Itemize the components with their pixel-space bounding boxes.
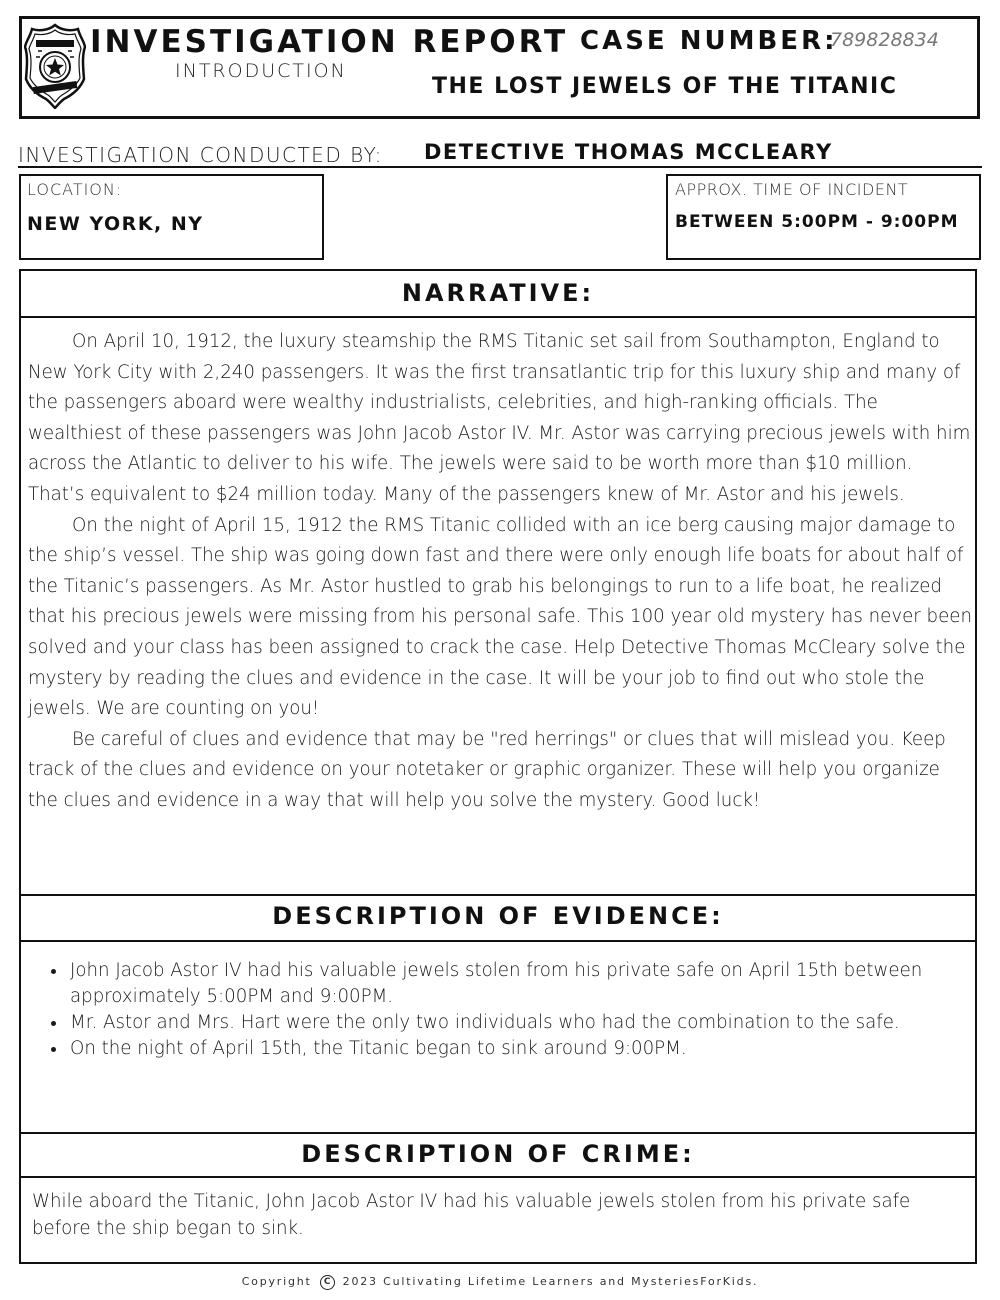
investigator-name: DETECTIVE THOMAS MCCLEARY	[424, 140, 833, 164]
evidence-list	[48, 958, 973, 1062]
narrative-paragraph: Be careful of clues and evidence that may be "red herrings" or clues that will mislead you. Keep track of the clues and evidence on your notetaker or graphic organizer. These will help you organize the clues and evidence in a way that will help you solve the mystery. Good luck!	[28, 728, 946, 811]
narrative-body	[28, 327, 972, 817]
evidence-item: • On the night of April 15th, the Titanic began to sink around 9:00PM.	[68, 1036, 973, 1062]
report-subtitle: INTRODUCTION	[175, 60, 347, 82]
incident-time-label: APPROX. TIME OF INCIDENT	[675, 180, 909, 199]
copyright-text: 2023 Cultivating Lifetime Learners and MysteriesForKids.	[342, 1275, 759, 1288]
evidence-heading: DESCRIPTION OF EVIDENCE:	[272, 902, 724, 930]
copyright-footer	[0, 1273, 1000, 1291]
incident-time-value: BETWEEN 5:00PM - 9:00PM	[675, 212, 959, 232]
narrative-heading: NARRATIVE:	[401, 279, 595, 307]
narrative-paragraph: On April 10, 1912, the luxury steamship the RMS Titanic set sail from Southampton, England to New York City with 2,240 passengers. It was the first transatlantic trip for this luxury ship and many of the passengers aboard were wealthy industrialists, celebrities, and high-ranking officials. The wealthiest of these passengers was John Jacob Astor IV. Mr. Astor was carrying precious jewels with him across the Atlantic to deliver to his wife. The jewels were said to be worth more than $10 million. That’s equivalent to $24 million today. Many of the passengers knew of Mr. Astor and his jewels.	[28, 331, 971, 505]
narrative-paragraph: On the night of April 15, 1912 the RMS Titanic collided with an ice berg causing major damage to the ship’s vessel. The ship was going down fast and there were only enough life boats for about half of the Titanic’s passengers. As Mr. Astor hustled to grab his belongings to run to a life boat, he realized that his precious jewels were missing from his personal safe. This 100 year old mystery has never been solved and your class has been assigned to crack the case. Help Detective Thomas McCleary solve the mystery by reading the clues and evidence in the case. It will be your job to find out who stole the jewels. We are counting on you!	[28, 514, 973, 720]
case-number-label: CASE NUMBER:	[580, 26, 838, 56]
evidence-item: • John Jacob Astor IV had his valuable jewels stolen from his private safe on April 15th between approximately 5:00PM and 9:00PM.	[68, 958, 973, 1010]
police-badge-icon	[24, 23, 86, 109]
investigator-underline	[18, 166, 982, 168]
case-number-value: 789828834	[830, 29, 939, 51]
location-label: LOCATION:	[27, 180, 123, 199]
copyright-label: Copyright	[241, 1275, 312, 1288]
location-value: NEW YORK, NY	[27, 213, 204, 235]
crime-section-divider	[19, 1132, 977, 1134]
narrative-heading-divider	[19, 316, 977, 318]
case-title: THE LOST JEWELS OF THE TITANIC	[432, 74, 898, 99]
crime-description: While aboard the Titanic, John Jacob Astor IV had his valuable jewels stolen from his private safe before the ship began to sink.	[32, 1191, 911, 1239]
copyright-symbol-icon: C	[320, 1275, 335, 1290]
evidence-heading-divider	[19, 940, 977, 942]
report-title: INVESTIGATION REPORT	[90, 24, 569, 60]
crime-heading-divider	[19, 1176, 977, 1178]
evidence-section-divider	[19, 894, 977, 896]
evidence-item: • Mr. Astor and Mrs. Hart were the only two individuals who had the combination to the safe.	[68, 1010, 973, 1036]
investigator-label: INVESTIGATION CONDUCTED BY:	[18, 143, 383, 167]
crime-heading: DESCRIPTION OF CRIME:	[301, 1140, 695, 1168]
